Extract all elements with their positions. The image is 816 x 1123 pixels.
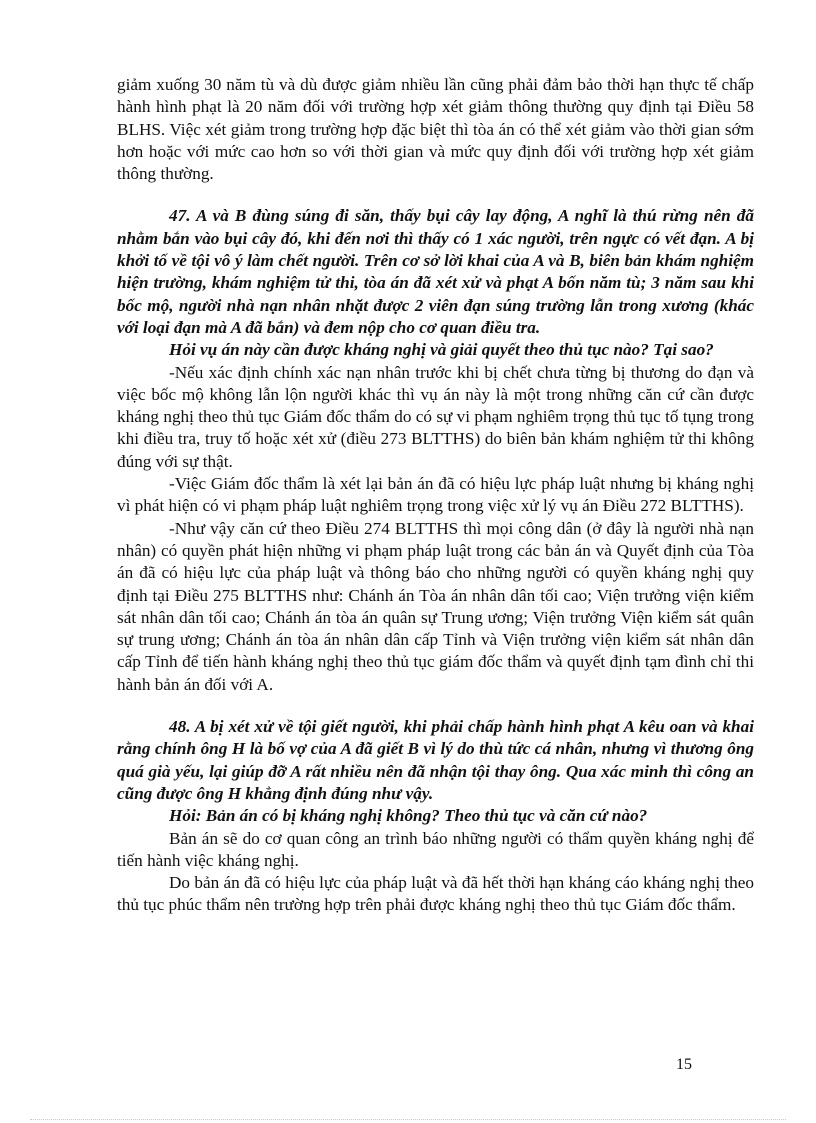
question-48-prompt: Hỏi: Bản án có bị kháng nghị không? Theo thủ tục và căn cứ nào?: [169, 806, 648, 826]
page-bottom-divider: [30, 1119, 786, 1120]
question-47-statement: 47. A và B đùng súng đi săn, thấy bụi cây lay động, A nghĩ là thú rừng nên đã nhằm bắn vào bụi cây đó, khi đến nơi thì thấy có 1 xác người, trên ngực có vết đạn. A bị khởi tố về tội vô ý làm chết người. Trên cơ sở lời khai của A và B, biên bản khám nghiệm hiện trường, khám nghiệm tử thi, tòa án đã xét xử và phạt A bốn năm tù; 3 năm sau khi bốc mộ, người nhà nạn nhân nhặt được 2 viên đạn súng trường lẫn trong xương (khác với loại đạn mà A đã bắn) và đem nộp cho cơ quan điều tra.: [117, 206, 754, 337]
page-number: 15: [676, 1056, 692, 1073]
page-body: [117, 74, 754, 917]
section-spacer: [117, 696, 754, 716]
question-47-prompt: Hỏi vụ án này cần được kháng nghị và giải quyết theo thủ tục nào? Tại sao?: [169, 340, 714, 360]
question-48-answer-1: Bản án sẽ do cơ quan công an trình báo những người có thẩm quyền kháng nghị để tiến hành việc kháng nghị.: [117, 828, 754, 870]
question-47-answer-1: -Nếu xác định chính xác nạn nhân trước khi bị chết chưa từng bị thương do đạn và việc bốc mộ không lẫn lộn người khác thì vụ án này là một trong những căn cứ cần được kháng nghị theo thủ tục Giám đốc thẩm do có sự vi phạm nghiêm trọng thủ tục tố tụng trong khi điều tra, truy tố hoặc xét xử (điều 273 BLTTHS) do biên bản khám nghiệm tử thi không đúng với sự thật.: [117, 362, 754, 471]
question-47-answer-3: -Như vậy căn cứ theo Điều 274 BLTTHS thì mọi công dân (ở đây là người nhà nạn nhân) có quyền phát hiện những vi phạm pháp luật trong các bản án và Quyết định của Tòa án đã có hiệu lực của pháp luật và thông báo cho những người có quyền kháng nghị quy định tại Điều 275 BLTTHS như: Chánh án Tòa án nhân dân tối cao; Viện trưởng viện kiểm sát nhân dân tối cao; Chánh án tòa án quân sự Trung ương; Viện trưởng Viện kiểm sát quân sự trung ương; Chánh án tòa án nhân dân cấp Tỉnh và Viện trưởng viện kiểm sát nhân dân cấp Tỉnh để tiến hành kháng nghị theo thủ tục giám đốc thẩm và quyết định tạm đình chỉ thi hành bản án đối với A.: [117, 518, 754, 694]
intro-paragraph: giảm xuống 30 năm tù và dù được giảm nhiều lần cũng phải đảm bảo thời hạn thực tế chấp hành hình phạt là 20 năm đối với trường hợp xét giảm thông thường quy định tại Điều 58 BLHS. Việc xét giảm trong trường hợp đặc biệt thì tòa án có thể xét giảm vào thời gian sớm hơn hoặc với mức cao hơn so với thời gian và mức quy định đối với trường hợp xét giảm thông thường.: [117, 75, 754, 184]
question-47-answer-2: -Việc Giám đốc thẩm là xét lại bản án đã có hiệu lực pháp luật nhưng bị kháng nghị vì phát hiện có vi phạm pháp luật nghiêm trọng trong việc xử lý vụ án Điều 272 BLTTHS).: [117, 474, 754, 516]
section-spacer: [117, 185, 754, 205]
question-48-statement: 48. A bị xét xử về tội giết người, khi phải chấp hành hình phạt A kêu oan và khai rằng chính ông H là bố vợ của A đã giết B vì lý do thù tức cá nhân, nhưng vì thương ông quá già yếu, lại giúp đỡ A rất nhiều nên đã nhận tội thay ông. Qua xác minh thì công an cũng được ông H khẳng định đúng như vậy.: [117, 717, 754, 803]
question-48-answer-2: Do bản án đã có hiệu lực của pháp luật và đã hết thời hạn kháng cáo kháng nghị theo thủ tục phúc thẩm nên trường hợp trên phải được kháng nghị theo thủ tục Giám đốc thẩm.: [117, 873, 754, 915]
